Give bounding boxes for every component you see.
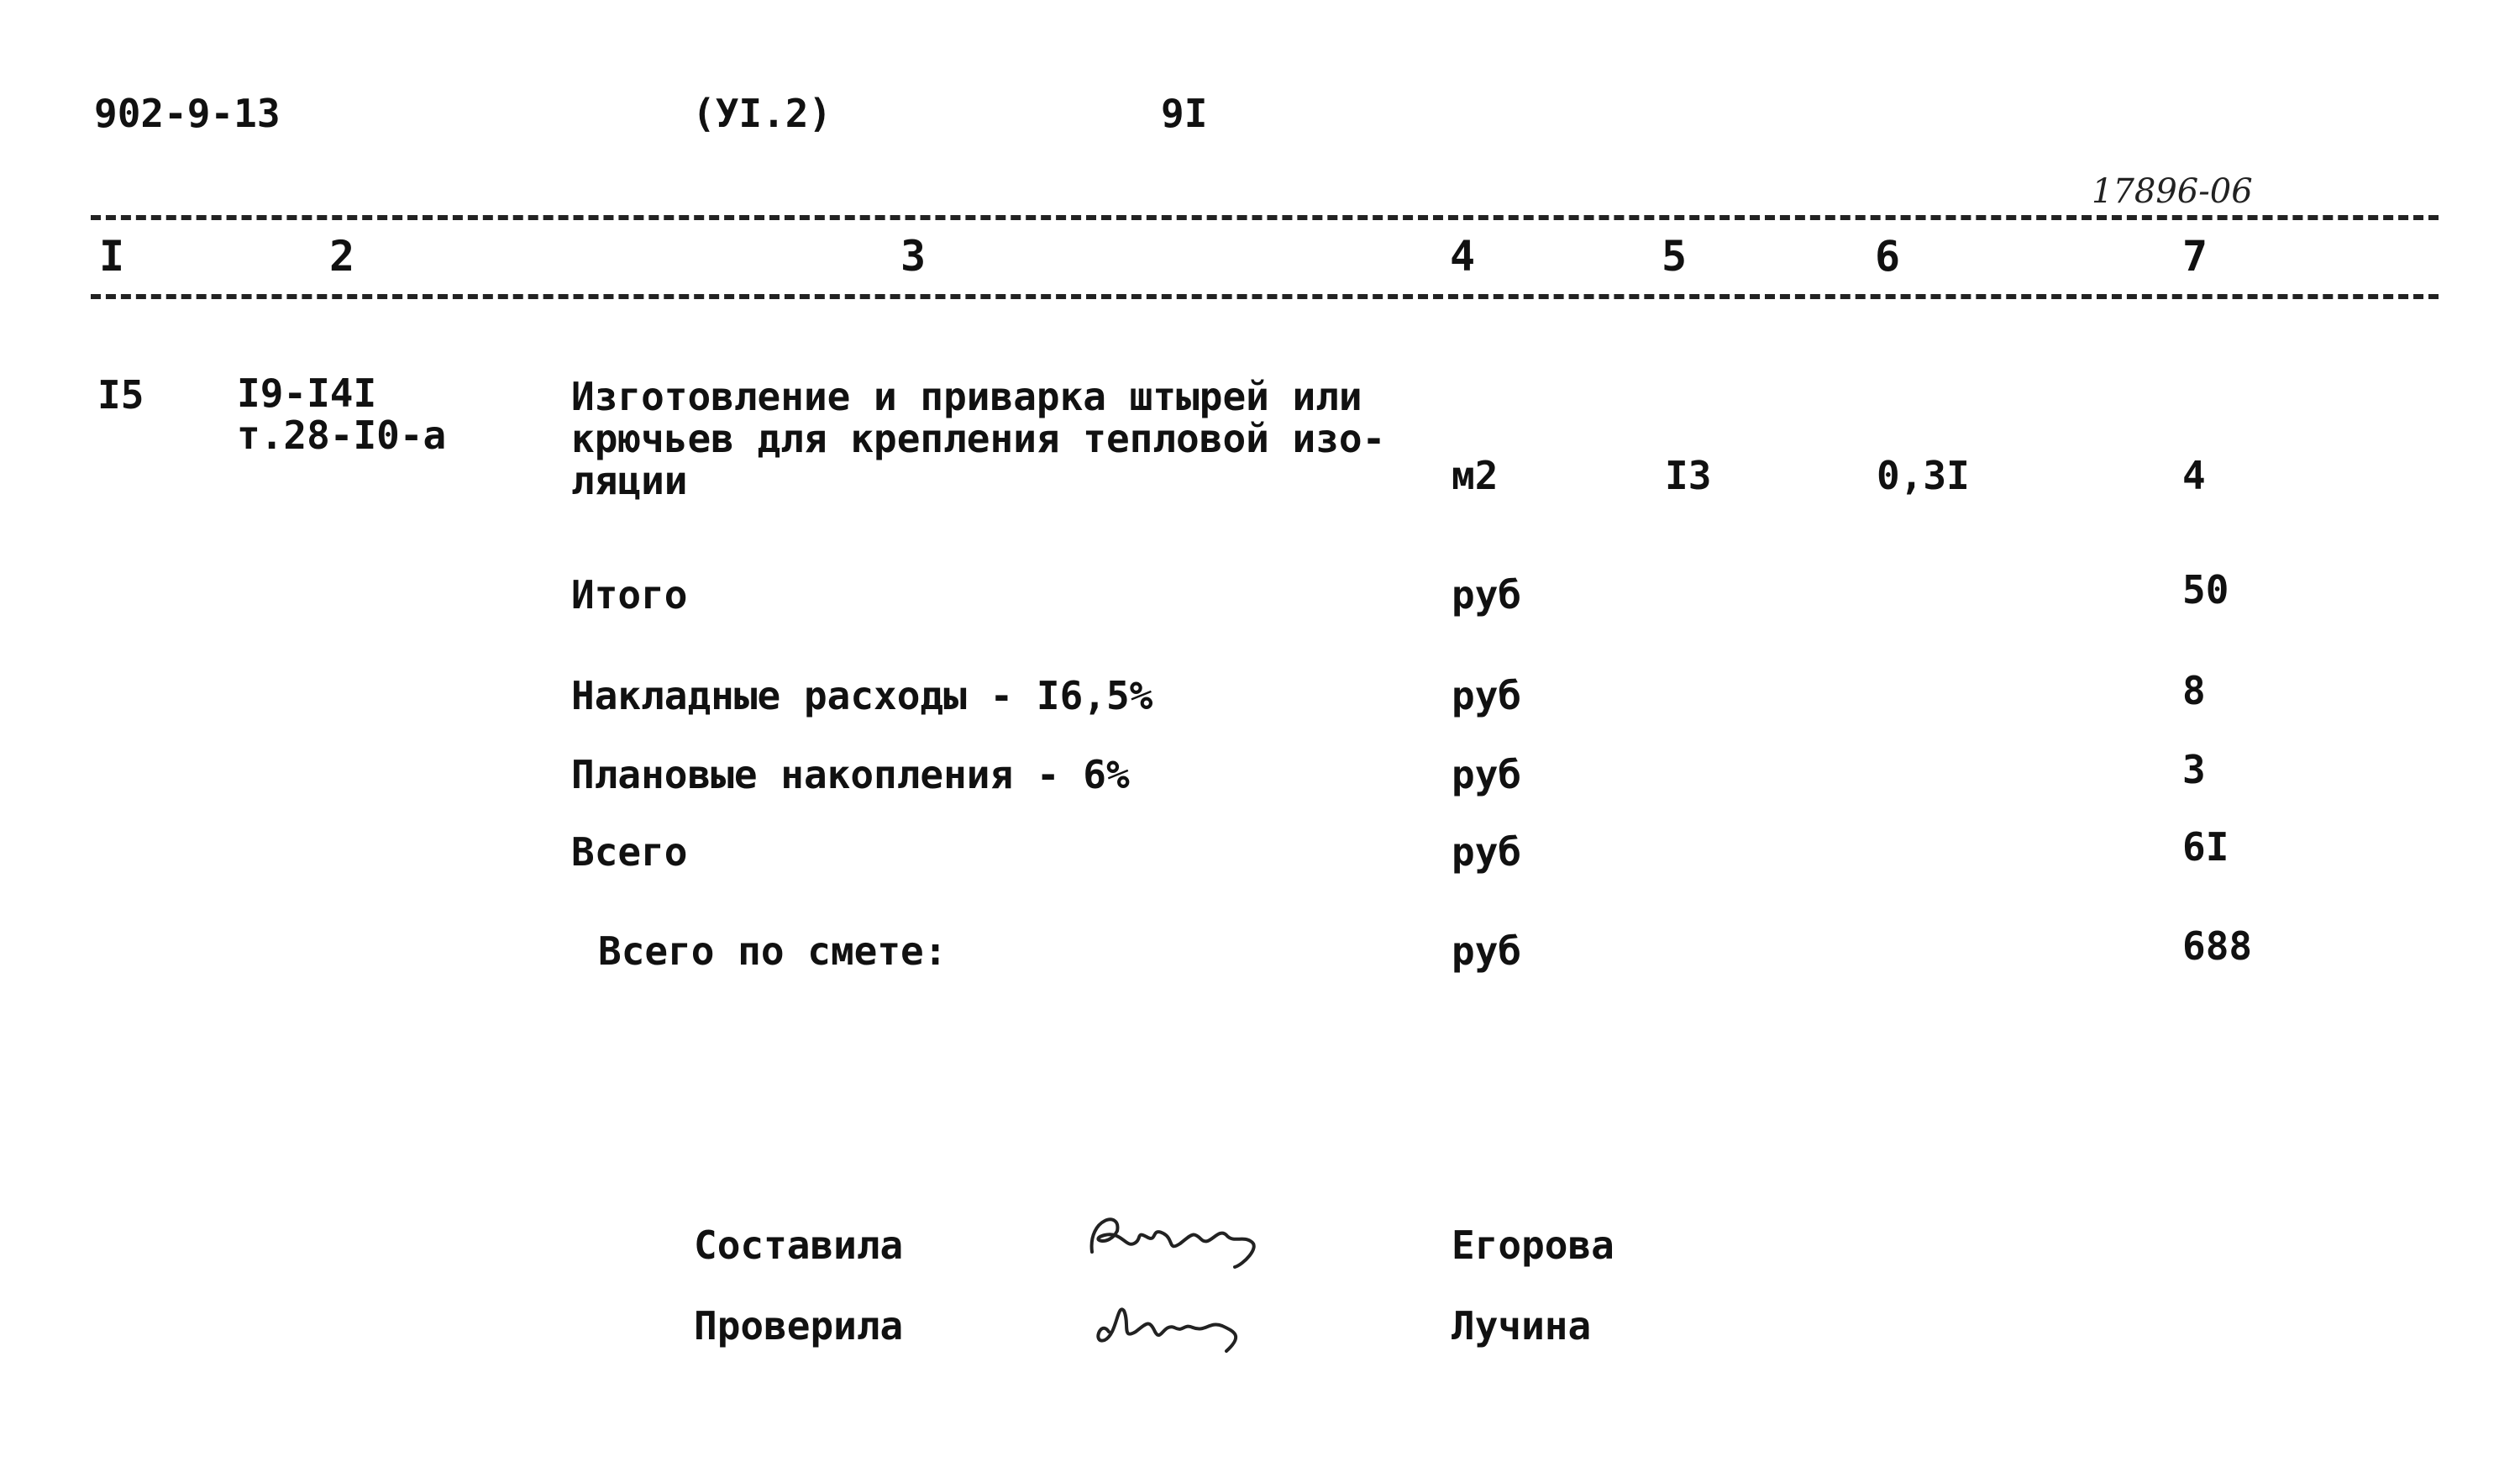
header-bottom-rule <box>91 294 2439 299</box>
item-code-line1: I9-I4I <box>237 371 377 416</box>
item-description-line1: Изготовление и приварка штырей или <box>571 374 1362 419</box>
compiler-name: Егорова <box>1452 1222 1614 1268</box>
item-number: I5 <box>97 372 144 418</box>
summary-value-planned: 3 <box>2182 747 2206 792</box>
column-header-1: I <box>99 232 125 281</box>
summary-unit-planned: руб <box>1452 752 1522 797</box>
summary-value-subtotal: 50 <box>2182 567 2229 613</box>
summary-unit-overhead: руб <box>1452 673 1522 718</box>
summary-label-grand-total: Всего по смете: <box>598 928 948 974</box>
summary-unit-grand-total: руб <box>1452 928 1522 974</box>
item-description-line3: ляции <box>571 458 688 503</box>
item-code-line2: т.28-I0-а <box>237 413 447 458</box>
inventory-stamp: 17896-06 <box>2092 172 2253 211</box>
item-description-line2: крючьев для крепления тепловой изо- <box>571 416 1386 461</box>
summary-value-overhead: 8 <box>2182 668 2206 713</box>
document-code: 902-9-13 <box>94 91 281 136</box>
summary-label-planned: Плановые накопления - 6% <box>571 752 1130 797</box>
column-header-2: 2 <box>329 232 355 281</box>
summary-value-grand-total: 688 <box>2182 923 2253 969</box>
column-header-4: 4 <box>1450 232 1476 281</box>
column-header-6: 6 <box>1875 232 1901 281</box>
compiler-signature <box>1084 1201 1285 1277</box>
column-header-5: 5 <box>1662 232 1688 281</box>
item-quantity: I3 <box>1665 453 1712 498</box>
item-cost: 4 <box>2182 453 2206 498</box>
column-header-3: 3 <box>900 232 927 281</box>
summary-value-total: 6I <box>2182 824 2229 870</box>
checker-signature <box>1084 1286 1285 1361</box>
summary-label-total: Всего <box>571 829 688 875</box>
checker-name: Лучина <box>1452 1303 1592 1349</box>
summary-label-overhead: Накладные расходы - I6,5% <box>571 673 1153 718</box>
column-header-7: 7 <box>2182 232 2208 281</box>
summary-unit-subtotal: руб <box>1452 572 1522 618</box>
item-unit: м2 <box>1452 453 1499 498</box>
section-number: (УI.2) <box>692 91 832 136</box>
compiled-by-label: Составила <box>694 1222 904 1268</box>
page-number: 9I <box>1161 91 1208 136</box>
checked-by-label: Проверила <box>694 1303 904 1349</box>
item-rate: 0,3I <box>1877 453 1970 498</box>
summary-label-subtotal: Итого <box>571 572 688 618</box>
header-top-rule <box>91 215 2439 220</box>
summary-unit-total: руб <box>1452 829 1522 875</box>
